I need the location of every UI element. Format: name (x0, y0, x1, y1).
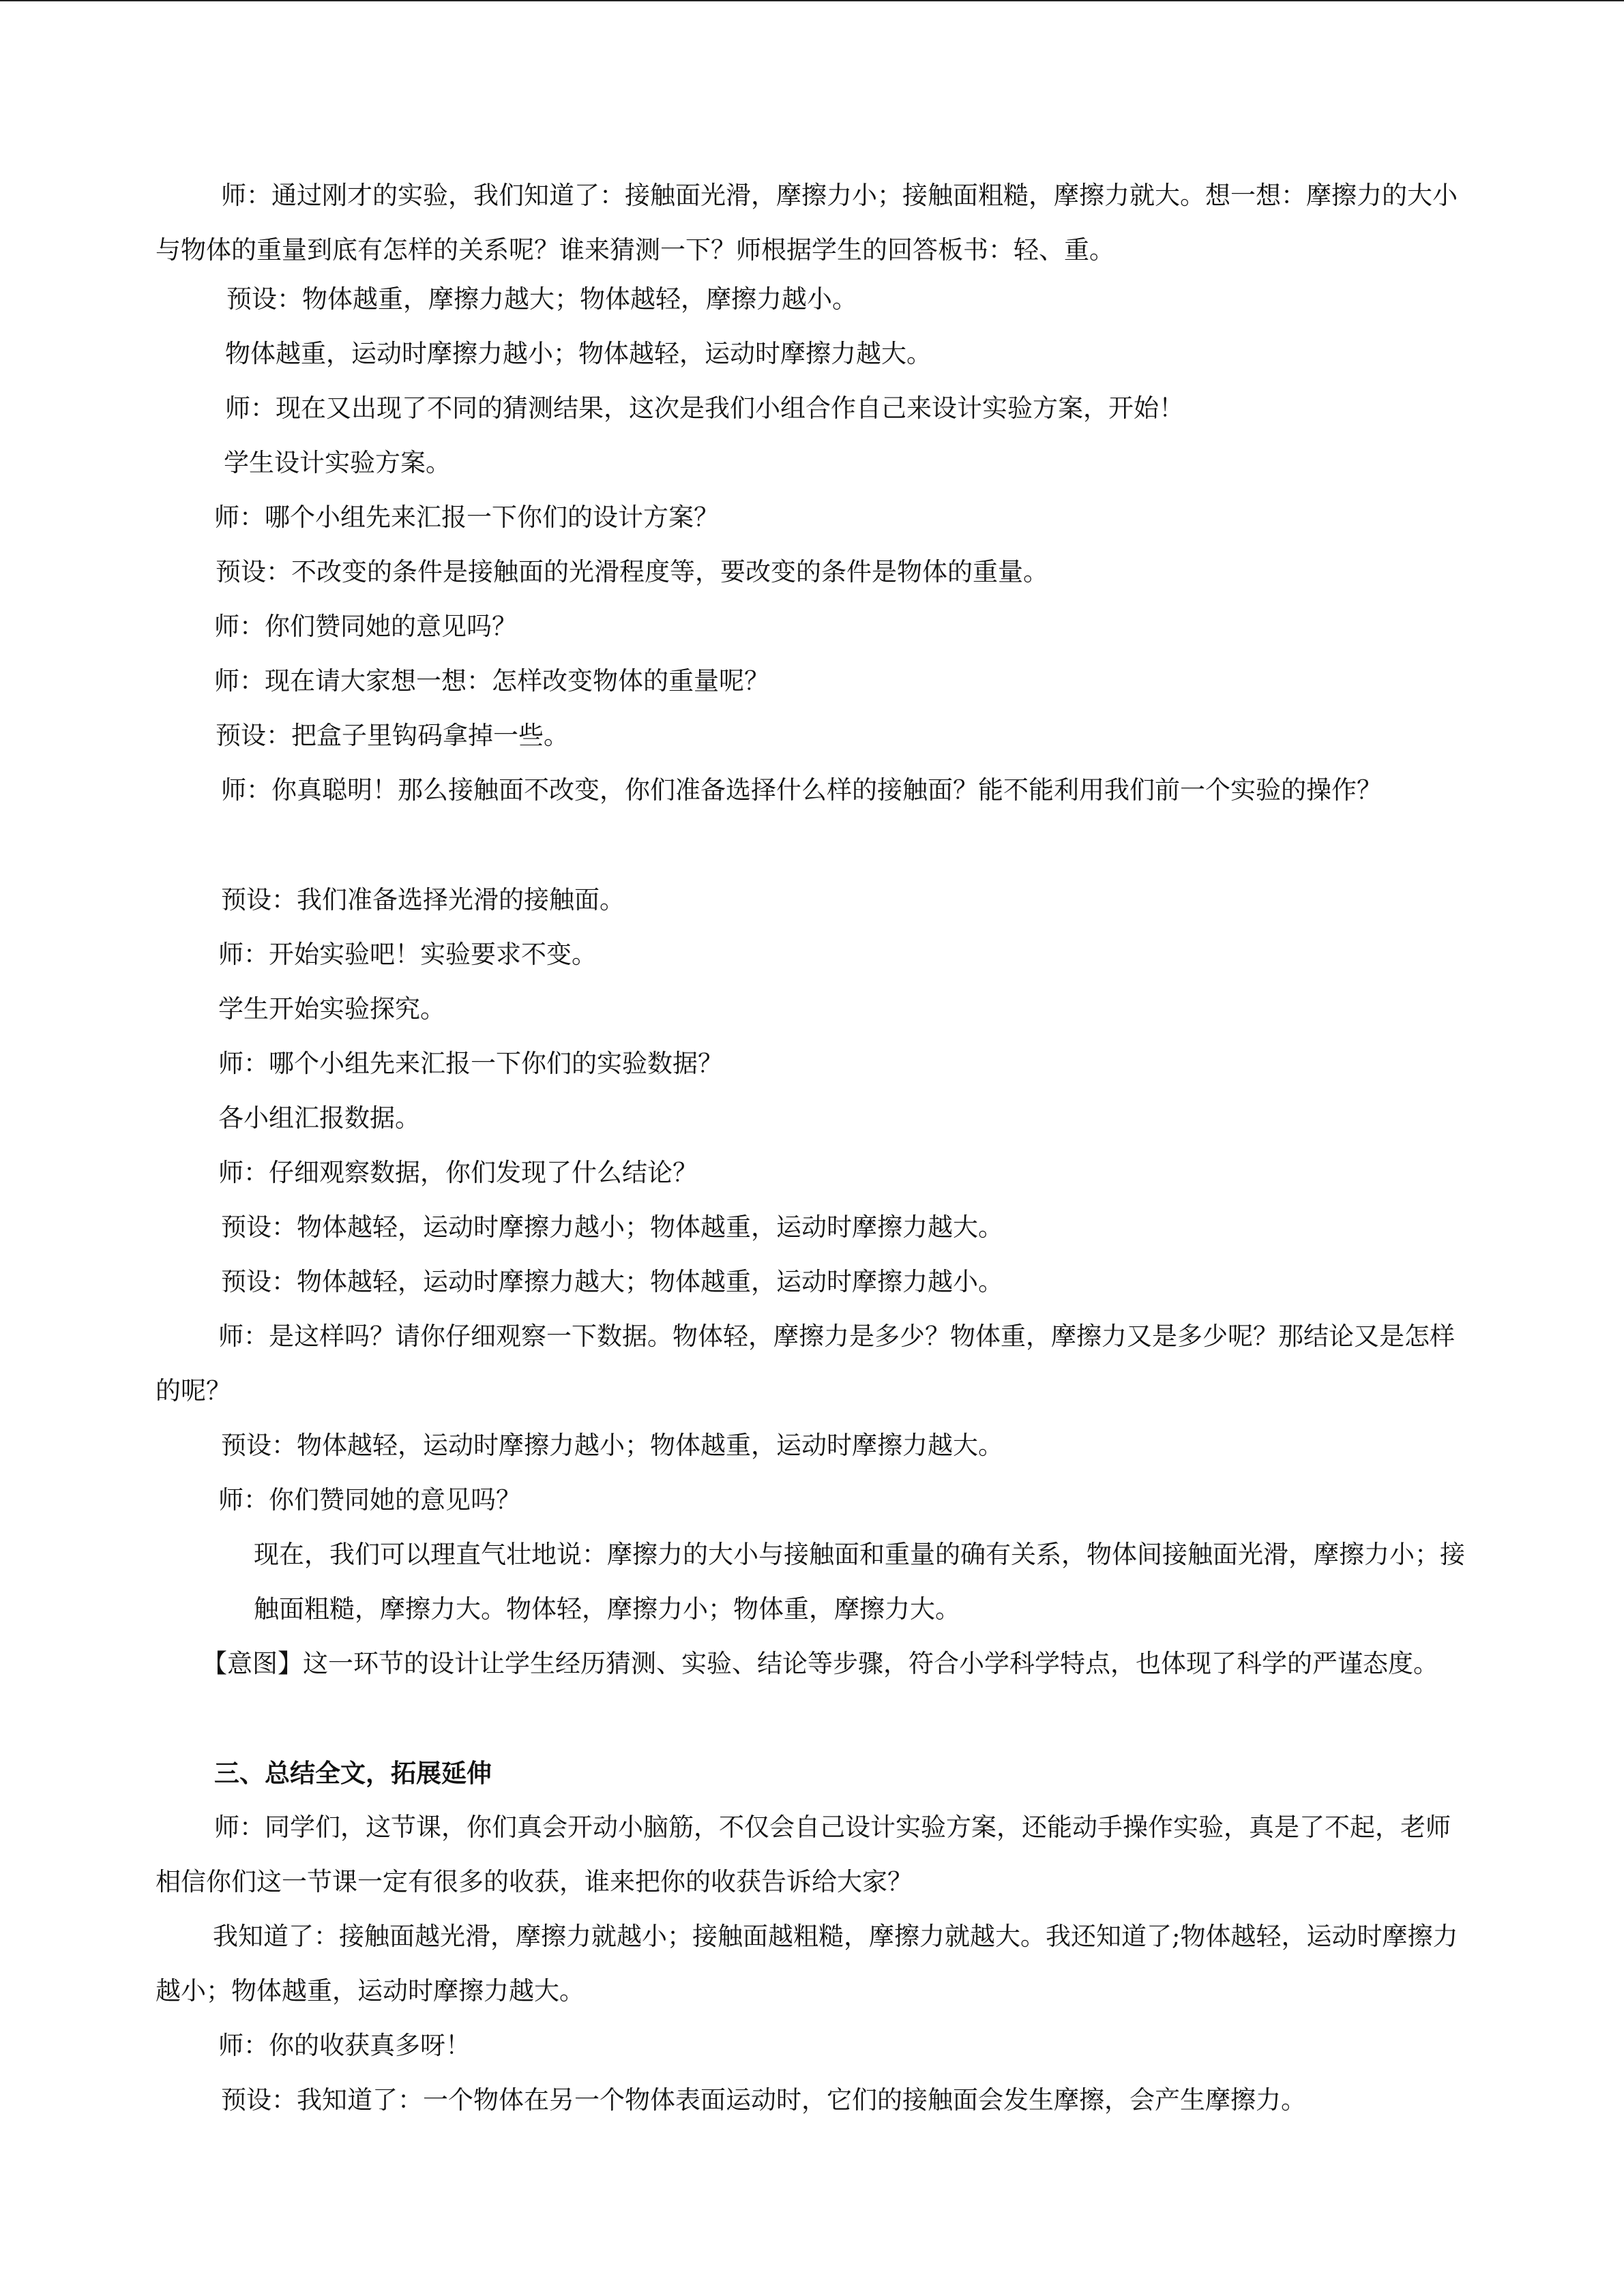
paragraph-summary-statement: 现在，我们可以理直气壮地说：摩擦力的大小与接触面和重量的确有关系，物体间接触面光滑，摩擦力小；接触面粗糙，摩擦力大。物体轻，摩擦力小；物体重，摩擦力大。 (254, 1540, 1465, 1624)
paragraph-teacher-praise: 师：你的收获真多呀！ (218, 2031, 471, 2060)
paragraph-preset-conclusion-a: 预设：物体越轻，运动时摩擦力越小；物体越重，运动时摩擦力越大。 (221, 1212, 1003, 1242)
paragraph-teacher-new-guess: 师：现在又出现了不同的猜测结果，这次是我们小组合作自己来设计实验方案，开始！ (225, 393, 1184, 423)
paragraph-teacher-agree-1: 师：你们赞同她的意见吗？ (214, 612, 517, 641)
paragraph-students-explore: 学生开始实验探究。 (218, 994, 445, 1024)
paragraph-teacher-surface-choice: 师：你真聪明！那么接触面不改变，你们准备选择什么样的接触面？能不能利用我们前一个实验的操作？ (221, 775, 1382, 805)
paragraph-teacher-change-weight: 师：现在请大家想一想：怎样改变物体的重量呢？ (214, 666, 769, 696)
paragraph-preset-heavier: 预设：物体越重，摩擦力越大；物体越轻，摩擦力越小。 (226, 284, 857, 314)
paragraph-teacher-intro: 师：通过刚才的实验，我们知道了：接触面光滑，摩擦力小；接触面粗糙，摩擦力就大。想一想：摩擦力的大小与物体的重量到底有怎样的关系呢？谁来猜测一下？师根据学生的回答板书：轻、重。 (156, 181, 1458, 265)
paragraph-preset-remove-weights: 预设：把盒子里钩码拿掉一些。 (216, 721, 569, 750)
paragraph-teacher-observe-data: 师：是这样吗？请你仔细观察一下数据。物体轻，摩擦力是多少？物体重，摩擦力又是多少呢？那结论又是怎样的呢？ (156, 1322, 1455, 1405)
paragraph-preset-alternative: 物体越重，运动时摩擦力越小；物体越轻，运动时摩擦力越大。 (225, 339, 932, 368)
paragraph-preset-conclusion-b: 预设：物体越轻，运动时摩擦力越大；物体越重，运动时摩擦力越小。 (221, 1267, 1003, 1296)
paragraph-student-takeaway: 我知道了：接触面越光滑，摩擦力就越小；接触面越粗糙，摩擦力就越大。我还知道了;物体越轻，运动时摩擦力越小；物体越重，运动时摩擦力越大。 (156, 1922, 1458, 2006)
paragraph-teacher-agree-2: 师：你们赞同她的意见吗？ (218, 1485, 521, 1515)
paragraph-preset-conclusion-final: 预设：物体越轻，运动时摩擦力越小；物体越重，运动时摩擦力越大。 (221, 1431, 1003, 1460)
paragraph-preset-conditions: 预设：不改变的条件是接触面的光滑程度等，要改变的条件是物体的重量。 (216, 557, 1048, 586)
section-heading-summary: 三、总结全文，拓展延伸 (214, 1758, 492, 1788)
paragraph-preset-friction-definition: 预设：我知道了：一个物体在另一个物体表面运动时，它们的接触面会发生摩擦，会产生摩擦力。 (221, 2085, 1306, 2115)
paragraph-teacher-report-design: 师：哪个小组先来汇报一下你们的设计方案？ (214, 503, 719, 532)
paragraph-teacher-conclusion: 师：仔细观察数据，你们发现了什么结论？ (218, 1158, 698, 1187)
paragraph-teacher-start-experiment: 师：开始实验吧！实验要求不变。 (218, 940, 597, 969)
paragraph-teacher-report-data: 师：哪个小组先来汇报一下你们的实验数据？ (218, 1049, 723, 1078)
paragraph-teacher-closing: 师：同学们，这节课，你们真会开动小脑筋，不仅会自己设计实验方案，还能动手操作实验，真是了不起，老师相信你们这一节课一定有很多的收获，谁来把你的收获告诉给大家？ (156, 1813, 1451, 1896)
paragraph-intent-note: 【意图】这一环节的设计让学生经历猜测、实验、结论等步骤，符合小学科学特点，也体现了科学的严谨态度。 (202, 1649, 1438, 1678)
paragraph-groups-report: 各小组汇报数据。 (218, 1103, 420, 1133)
paragraph-students-design: 学生设计实验方案。 (224, 448, 451, 477)
paragraph-preset-smooth-surface: 预设：我们准备选择光滑的接触面。 (221, 885, 625, 914)
